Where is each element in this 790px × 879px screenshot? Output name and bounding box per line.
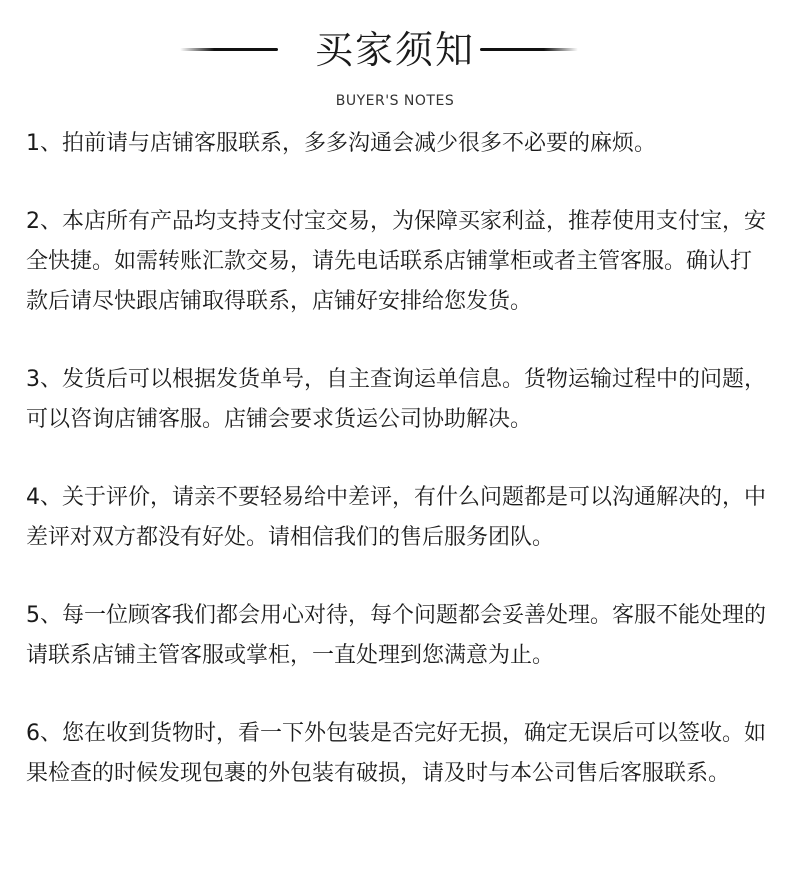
buyer-notes-list [26, 124, 772, 832]
note-item-6: 6、您在收到货物时，看一下外包装是否完好无损，确定无误后可以签收。如果检查的时候发现包裹的外包装有破损，请及时与本公司售后客服联系。 [26, 721, 766, 786]
note-item-2: 2、本店所有产品均支持支付宝交易，为保障买家利益，推荐使用支付宝，安全快捷。如需转账汇款交易，请先电话联系店铺掌柜或者主管客服。确认打款后请尽快跟店铺取得联系，店铺好安排给您发货。 [26, 209, 766, 314]
note-item-1: 1、拍前请与店铺客服联系，多多沟通会减少很多不必要的麻烦。 [26, 131, 656, 156]
page-title: 买家须知 [314, 28, 475, 72]
notes-header [0, 0, 790, 115]
note-item-3: 3、发货后可以根据发货单号，自主查询运单信息。货物运输过程中的问题，可以咨询店铺客服。店铺会要求货运公司协助解决。 [26, 367, 766, 432]
note-item-5: 5、每一位顾客我们都会用心对待，每个问题都会妥善处理。客服不能处理的请联系店铺主管客服或掌柜，一直处理到您满意为止。 [26, 603, 766, 668]
title-divider-right [480, 48, 578, 51]
note-item-4: 4、关于评价，请亲不要轻易给中差评，有什么问题都是可以沟通解决的，中差评对双方都没有好处。请相信我们的售后服务团队。 [26, 485, 766, 550]
page-subtitle: BUYER'S NOTES [335, 93, 455, 109]
